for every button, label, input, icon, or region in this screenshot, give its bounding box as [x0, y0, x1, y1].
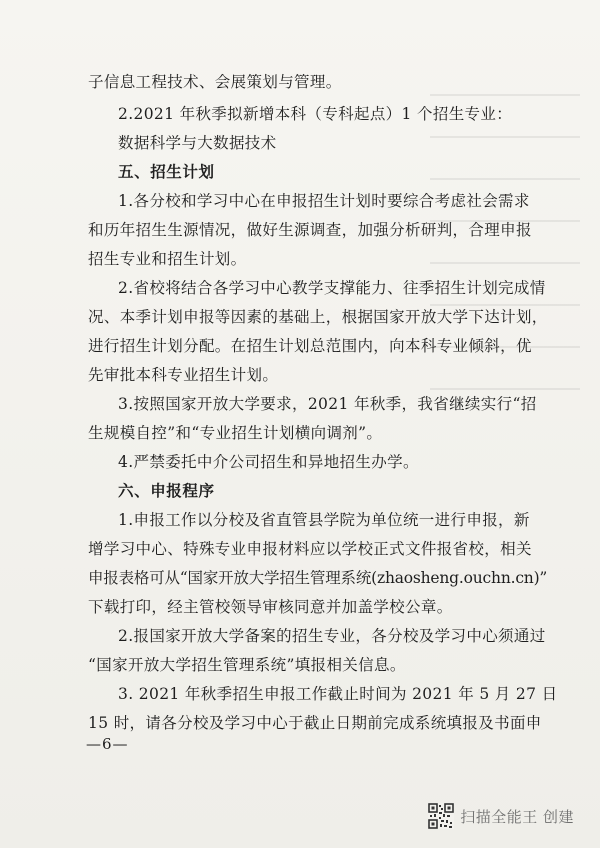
body-line: 1.申报工作以分校及省直管县学院为单位统一进行申报，新	[118, 511, 530, 529]
body-line: 数据科学与大数据技术	[118, 134, 277, 152]
body-line: 况、本季计划申报等因素的基础上，根据国家开放大学下达计划，	[88, 308, 548, 326]
scanner-watermark	[428, 802, 574, 830]
body-line: 和历年招生生源情况，做好生源调查，加强分析研判，合理申报	[88, 221, 532, 239]
body-line: 生规模自控”和“专业招生计划横向调剂”。	[88, 424, 383, 442]
body-line: 子信息工程技术、会展策划与管理。	[88, 73, 342, 91]
body-line: 4.严禁委托中介公司招生和异地招生办学。	[118, 453, 419, 471]
body-line: 2.报国家开放大学备案的招生专业，各分校及学习中心须通过	[118, 627, 546, 645]
body-line: 申报表格可从“国家开放大学招生管理系统(zhaosheng.ouchn.cn)”	[88, 569, 548, 587]
body-line: 进行招生计划分配。在招生计划总范围内，向本科专业倾斜，优	[88, 337, 532, 355]
watermark-text: 扫描全能王 创建	[460, 807, 574, 826]
section-heading: 六、申报程序	[118, 482, 215, 500]
page-number: —6—	[86, 735, 129, 753]
body-line: 15 时，请各分校及学习中心于截止日期前完成系统填报及书面申	[88, 714, 542, 732]
section-heading: 五、招生计划	[118, 163, 215, 181]
body-line: 下载打印，经主管校领导审核同意并加盖学校公章。	[88, 598, 453, 616]
body-line: 先审批本科专业招生计划。	[88, 366, 279, 384]
body-line: 2.省校将结合各学习中心教学支撑能力、往季招生计划完成情	[118, 279, 546, 297]
body-line: 1.各分校和学习中心在申报招生计划时要综合考虑社会需求	[118, 192, 530, 210]
body-line: 3. 2021 年秋季招生申报工作截止时间为 2021 年 5 月 27 日	[118, 685, 558, 703]
body-line: 2.2021 年秋季拟新增本科（专科起点）1 个招生专业：	[118, 105, 513, 123]
qr-code-icon	[428, 803, 454, 829]
body-line: 招生专业和招生计划。	[88, 250, 247, 268]
body-line: 增学习中心、特殊专业申报材料应以学校正式文件报省校，相关	[88, 540, 532, 558]
body-line: “国家开放大学招生管理系统”填报相关信息。	[88, 656, 406, 674]
body-line: 3.按照国家开放大学要求，2021 年秋季，我省继续实行“招	[118, 395, 537, 413]
